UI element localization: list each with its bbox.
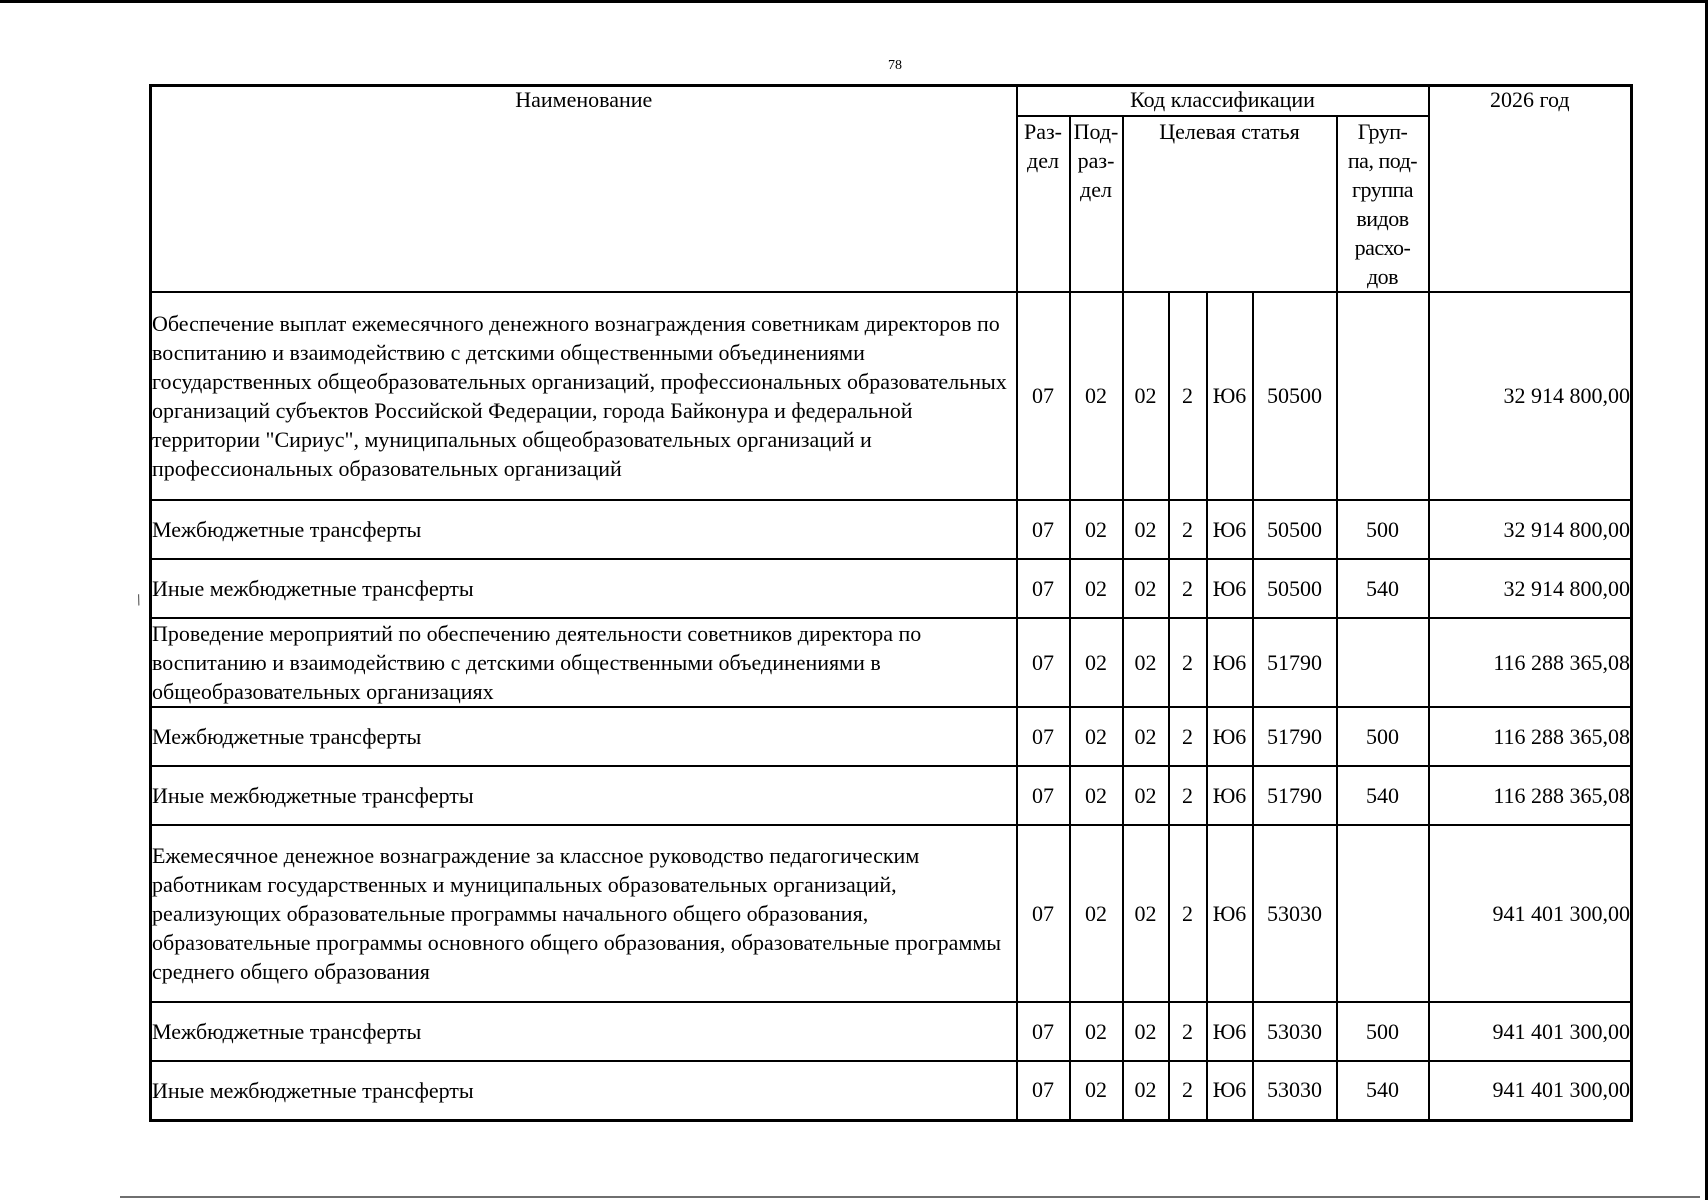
header-subsection-text: Под- раз- дел <box>1073 119 1119 202</box>
row-section: 07 <box>1017 1002 1070 1061</box>
row-subsection: 02 <box>1070 292 1123 500</box>
row-section: 07 <box>1017 500 1070 559</box>
header-subsection <box>1070 116 1123 292</box>
row-target-direction: 51790 <box>1253 766 1337 825</box>
row-target-project: Ю6 <box>1207 1002 1253 1061</box>
row-section: 07 <box>1017 559 1070 618</box>
row-target-direction: 53030 <box>1253 1061 1337 1120</box>
row-amount: 32 914 800,00 <box>1429 559 1632 618</box>
row-name: Ежемесячное денежное вознаграждение за классное руководство педагогическим работникам государственных и муниципальных образовательных организаций, реализующих образовательные программы начального общего образования, образовательные программы основного общего образования, образовательные программы среднего общего образования <box>151 825 1017 1002</box>
row-target-project: Ю6 <box>1207 292 1253 500</box>
row-target-direction: 51790 <box>1253 618 1337 707</box>
row-amount: 941 401 300,00 <box>1429 1061 1632 1120</box>
row-target-project: Ю6 <box>1207 825 1253 1002</box>
row-target-program: 02 <box>1123 825 1169 1002</box>
stray-pen-mark: / <box>134 591 145 610</box>
row-target-program: 02 <box>1123 707 1169 766</box>
row-target-project: Ю6 <box>1207 707 1253 766</box>
table-row <box>151 707 1632 766</box>
row-expense-group: 540 <box>1337 559 1429 618</box>
row-name: Иные межбюджетные трансферты <box>151 766 1017 825</box>
row-amount: 32 914 800,00 <box>1429 292 1632 500</box>
header-year: 2026 год <box>1429 86 1632 293</box>
table-row <box>151 1061 1632 1120</box>
row-subsection: 02 <box>1070 500 1123 559</box>
row-target-direction: 50500 <box>1253 292 1337 500</box>
header-classification-code: Код классификации <box>1017 86 1429 117</box>
row-expense-group: 500 <box>1337 1002 1429 1061</box>
row-amount: 116 288 365,08 <box>1429 707 1632 766</box>
row-section: 07 <box>1017 292 1070 500</box>
row-target-type: 2 <box>1169 559 1207 618</box>
row-target-direction: 53030 <box>1253 1002 1337 1061</box>
row-target-project: Ю6 <box>1207 766 1253 825</box>
row-target-direction: 50500 <box>1253 559 1337 618</box>
header-name: Наименование <box>151 86 1017 293</box>
row-target-program: 02 <box>1123 292 1169 500</box>
header-expense-group-text: Груп- па, под- группа видов расхо- дов <box>1347 119 1418 289</box>
row-name: Межбюджетные трансферты <box>151 1002 1017 1061</box>
row-target-type: 2 <box>1169 707 1207 766</box>
row-target-type: 2 <box>1169 1061 1207 1120</box>
row-subsection: 02 <box>1070 559 1123 618</box>
row-expense-group: 540 <box>1337 1061 1429 1120</box>
row-expense-group <box>1337 618 1429 707</box>
row-target-direction: 51790 <box>1253 707 1337 766</box>
table-row <box>151 1002 1632 1061</box>
row-section: 07 <box>1017 618 1070 707</box>
row-target-program: 02 <box>1123 618 1169 707</box>
page-number: 78 <box>888 58 902 73</box>
row-target-program: 02 <box>1123 766 1169 825</box>
row-target-project: Ю6 <box>1207 559 1253 618</box>
row-amount: 116 288 365,08 <box>1429 618 1632 707</box>
row-section: 07 <box>1017 1061 1070 1120</box>
row-name: Проведение мероприятий по обеспечению деятельности советников директора по воспитанию и взаимодействию с детскими общественными объединениями в общеобразовательных организациях <box>151 618 1017 707</box>
row-section: 07 <box>1017 766 1070 825</box>
row-target-type: 2 <box>1169 618 1207 707</box>
header-section-text: Раз- дел <box>1023 119 1063 173</box>
row-section: 07 <box>1017 825 1070 1002</box>
table-row <box>151 766 1632 825</box>
row-subsection: 02 <box>1070 1002 1123 1061</box>
header-expense-group <box>1337 116 1429 292</box>
row-target-type: 2 <box>1169 1002 1207 1061</box>
row-expense-group: 500 <box>1337 500 1429 559</box>
header-row-top <box>151 86 1632 117</box>
row-target-program: 02 <box>1123 1061 1169 1120</box>
row-amount: 116 288 365,08 <box>1429 766 1632 825</box>
row-section: 07 <box>1017 707 1070 766</box>
row-expense-group: 500 <box>1337 707 1429 766</box>
row-target-project: Ю6 <box>1207 500 1253 559</box>
row-target-direction: 50500 <box>1253 500 1337 559</box>
row-target-direction: 53030 <box>1253 825 1337 1002</box>
row-amount: 32 914 800,00 <box>1429 500 1632 559</box>
row-target-program: 02 <box>1123 559 1169 618</box>
row-name: Иные межбюджетные трансферты <box>151 559 1017 618</box>
row-subsection: 02 <box>1070 825 1123 1002</box>
row-subsection: 02 <box>1070 1061 1123 1120</box>
row-target-project: Ю6 <box>1207 618 1253 707</box>
row-target-type: 2 <box>1169 766 1207 825</box>
row-expense-group <box>1337 292 1429 500</box>
row-target-type: 2 <box>1169 825 1207 1002</box>
budget-table <box>149 84 1633 1122</box>
row-target-program: 02 <box>1123 500 1169 559</box>
row-subsection: 02 <box>1070 707 1123 766</box>
row-target-program: 02 <box>1123 1002 1169 1061</box>
scan-edge-top <box>0 0 1708 3</box>
scan-edge-bottom <box>120 1196 1700 1198</box>
row-name: Межбюджетные трансферты <box>151 707 1017 766</box>
header-section <box>1017 116 1070 292</box>
table-row <box>151 500 1632 559</box>
table-row <box>151 559 1632 618</box>
row-subsection: 02 <box>1070 618 1123 707</box>
row-subsection: 02 <box>1070 766 1123 825</box>
row-target-type: 2 <box>1169 292 1207 500</box>
row-target-type: 2 <box>1169 500 1207 559</box>
row-amount: 941 401 300,00 <box>1429 1002 1632 1061</box>
row-name: Иные межбюджетные трансферты <box>151 1061 1017 1120</box>
table-row <box>151 825 1632 1002</box>
table-row <box>151 292 1632 500</box>
row-amount: 941 401 300,00 <box>1429 825 1632 1002</box>
table-row <box>151 618 1632 707</box>
row-name: Обеспечение выплат ежемесячного денежного вознаграждения советникам директоров по воспитанию и взаимодействию с детскими общественными объединениями государственных общеобразовательных организаций, профессиональных образовательных организаций субъектов Российской Федерации, города Байконура и федеральной территории "Сириус", муниципальных общеобразовательных организаций и профессиональных образовательных организаций <box>151 292 1017 500</box>
header-target-article: Целевая статья <box>1123 116 1337 292</box>
row-name: Межбюджетные трансферты <box>151 500 1017 559</box>
row-target-project: Ю6 <box>1207 1061 1253 1120</box>
row-expense-group: 540 <box>1337 766 1429 825</box>
row-expense-group <box>1337 825 1429 1002</box>
